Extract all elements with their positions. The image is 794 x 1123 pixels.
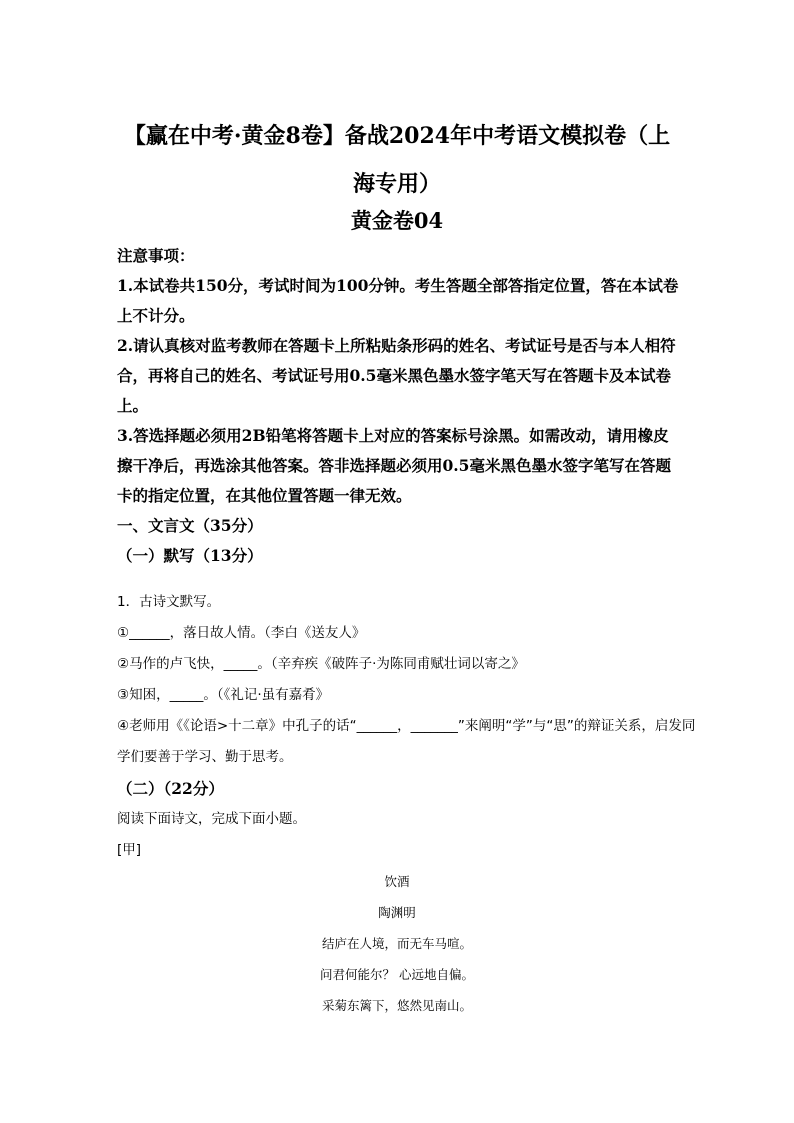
note-item-2: 2.请认真核对监考教师在答题卡上所粘贴条形码的姓名、考试证号是否与本人相符合，再将自己的姓名、考试证号用0.5毫米黑色墨水签字笔天写在答题卡及本试卷上。 bbox=[117, 336, 676, 415]
poem-line-3: 采菊东篱下，悠然见南山。 bbox=[321, 998, 472, 1013]
part-heading-2: （二）（22分） bbox=[117, 779, 224, 798]
poem-line-1: 结庐在人境，而无车马喧。 bbox=[321, 936, 472, 951]
poem-title: 饮酒 bbox=[384, 874, 410, 889]
document-title: 【赢在中考·黄金8卷】备战2024年中考语文模拟卷（上海专用） bbox=[123, 123, 671, 197]
text-label: [甲] bbox=[117, 842, 142, 858]
reading-instruction: 阅读下面诗文，完成下面小题。 bbox=[117, 811, 306, 827]
question-section bbox=[117, 587, 697, 866]
note-item-1: 1.本试卷共150分，考试时间为100分钟。考生答题全部答指定位置，答在本试卷上不计分。 bbox=[117, 276, 679, 325]
notes-section bbox=[117, 241, 683, 571]
poem-line-2: 问君何能尔？ 心远地自偏。 bbox=[320, 967, 474, 982]
question-item-3: ③知困，_____。（《礼记·虽有嘉肴》 bbox=[117, 687, 330, 703]
question-item-1: ①______，落日故人情。（李白《送友人》 bbox=[117, 625, 366, 641]
section-heading: 一、文言文（35分） bbox=[117, 516, 263, 535]
poem-author: 陶渊明 bbox=[378, 905, 416, 920]
question-item-2: ②马作的卢飞快，_____。（辛弃疾《破阵子·为陈同甫赋壮词以寄之》 bbox=[117, 656, 525, 672]
poem-block bbox=[117, 866, 677, 1021]
notes-heading: 注意事项： bbox=[117, 246, 195, 265]
note-item-3: 3.答选择题必须用2B铅笔将答题卡上对应的答案标号涂黑。如需改动，请用橡皮擦干净后，再选涂其他答案。答非选择题必须用0.5毫米黑色墨水签字笔写在答题卡的指定位置，在其他位置答题一律无效。 bbox=[117, 426, 671, 505]
question-item-4: ④老师用《《论语>十二章》中孔子的话“______，_______”来阐明“学”与“思”的辩证关系，启发同学们要善于学习、勤于思考。 bbox=[117, 718, 696, 765]
document-subtitle: 黄金卷04 bbox=[350, 208, 444, 233]
question-1: 1．古诗文默写。 bbox=[117, 594, 221, 610]
part-heading-1: （一）默写（13分） bbox=[117, 546, 263, 565]
